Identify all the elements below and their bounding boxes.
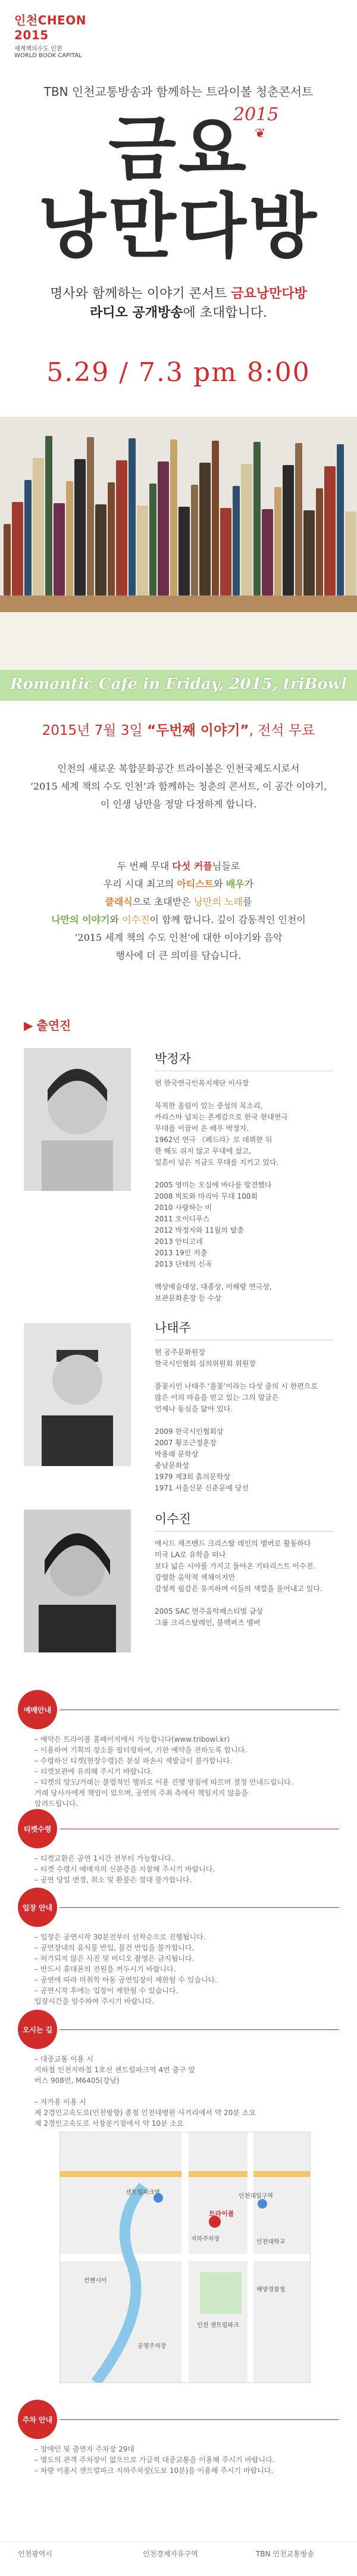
map-label: 해양경찰청 xyxy=(256,2287,286,2293)
book-spine xyxy=(220,508,231,595)
intro-part: 두 번째 무대 xyxy=(117,860,173,872)
performer-bio: 애시드 재즈밴드 크리스탈 레인의 멤버로 활동하다 미국 LA로 유학을 떠나 보다 넓은 시야를 가지고 돌아온 기타리스트 이수진. 강렬한 음악적 색채이지만 감성적 필감은 유지하며 이들의 색깔을 물어내고 있다. 2005 SAC 연주음악페스티벌 금상 그룹 크리스탈레인, 블랙퍼즈 멤버 xyxy=(155,1539,322,1627)
book-spine xyxy=(108,482,115,595)
info-section-directions xyxy=(18,2010,339,2129)
intro-part: 와 xyxy=(109,914,123,925)
footer-logo: TBN 인천교통방송 xyxy=(256,2550,314,2558)
book-spine xyxy=(116,460,127,595)
intro-highlight: 이수진 xyxy=(122,914,150,925)
tagline xyxy=(0,285,357,323)
book-spine xyxy=(149,484,156,595)
tagline-highlight-2: 라디오 공개방송 xyxy=(90,305,183,320)
book-spine xyxy=(191,485,198,595)
title-year: 2015 xyxy=(233,104,279,125)
map-label: 센트럴파크역 xyxy=(126,2190,160,2196)
portrait-icon xyxy=(24,1048,131,1191)
book-spine xyxy=(283,465,294,595)
books-image xyxy=(0,417,357,670)
map-label: 컨벤시아 xyxy=(84,2278,107,2284)
arrow-icon: ▶ xyxy=(24,1018,33,1033)
book-spine xyxy=(45,436,52,595)
info-text: – 예약은 트라이볼 홈페이지에서 가능합니다(www.tribowl.kr) – 이용하여 기획의 장소를 필터링하여, 기한 예약을 전하도록 합니다. – 수령하신 티켓(현장수령)은 분실 파손시 재발급이 불가합니다. – 티켓보관에 유의해 주시기 바랍니다. – 티켓의 양도/거래는 불법적인 행위로 이용 진행 방침에 따르며 결정 안내드립니다. 거래 당사자에게 책임이 있으며, 공연의 주최 측에서 책임지지 않음을 알려드립니다. xyxy=(35,1735,293,1808)
intro-highlight: 클래식 xyxy=(105,896,133,907)
book-spine xyxy=(66,481,73,595)
intro-paragraph-2 xyxy=(0,857,357,965)
tagline-part: 명사와 함께하는 이야기 콘서트 xyxy=(50,286,231,301)
info-text: – 티켓교환은 공연 1시간 전부터 가능합니다. – 티켓 수령시 예매자의 신분증을 지참해 주시기 바랍니다. – 공연 당일 변경, 취소 및 환불은 절대 불가합니다. xyxy=(35,1854,215,1884)
info-text: – 대중교통 이용 시 지하철 인천지하철 1호선 센트럴파크역 4번 출구 앞 버스 908번, M6405(강남) – 자가용 이용 시 제 2경인고속도로(인천방향) 종점 인천대병원 사거리에서 약 20분 소요 제 2경인고속도로 서창분기점에서 약 10분 소요 xyxy=(35,2055,256,2128)
event-free: , 전석 무료 xyxy=(249,723,315,738)
book-spine xyxy=(129,438,136,595)
book-spine xyxy=(54,503,65,595)
info-badge: 예매안내 xyxy=(18,1690,57,1729)
info-text: – 장애인 및 출연자 주차장 29대 – 별도의 관객 주차장이 없으므로 가급적 대중교통을 이용해 주시기 바랍니다. – 차량 이용시 센트럴파크 지하주차장(도보 10분)을 이용해 주시기 바랍니다. xyxy=(35,2445,275,2475)
book-spine xyxy=(87,437,94,595)
book-spine xyxy=(12,502,23,595)
page-title xyxy=(0,107,357,267)
map-icon xyxy=(60,2132,310,2382)
book-spine xyxy=(199,463,211,595)
world-book-capital-logo xyxy=(14,11,104,59)
intro-highlight: 나만의 이야기 xyxy=(51,914,110,925)
banner-text: Romantic Cafe in Friday, 2015, triBowl xyxy=(10,675,347,693)
intro-part: 가 xyxy=(244,878,254,890)
intro-part: 님들로 우리 시대 최고의 xyxy=(103,860,240,890)
info-badge: 티켓수령 xyxy=(18,1809,57,1848)
intro-part: 이 함께 합니다. 깊이 감동적인 인천이 ‘2015 세계 책의 수도 인천’에 대한 이야기와 음악 행사에 더 큰 의미를 담습니다. xyxy=(74,914,306,961)
footer-logo: 인천광역시 xyxy=(18,2550,52,2558)
info-section-entrance xyxy=(18,1888,339,2013)
event-episode: “두번째 이야기” xyxy=(147,723,249,738)
book-spine xyxy=(137,506,148,595)
datetime-3: pm 8:00 xyxy=(193,357,311,388)
intro-part: 를 xyxy=(243,896,252,907)
header-subtitle: TBN 인천교통방송과 함께하는 트라이볼 청춘콘서트 xyxy=(43,85,314,99)
intro-part: 와 xyxy=(214,878,226,890)
event-datetime xyxy=(0,357,357,388)
divider xyxy=(60,2029,339,2030)
performer-photo xyxy=(24,1510,131,1652)
datetime-1: 5.29 xyxy=(46,357,110,388)
performers-title-text: 출연진 xyxy=(36,1018,71,1033)
shelf xyxy=(0,595,357,613)
tagline-part-2: 에 초대합니다. xyxy=(183,305,267,320)
info-badge: 오시는 길 xyxy=(18,2010,57,2049)
book-spine xyxy=(33,458,44,595)
info-section-ticket xyxy=(18,1809,339,1898)
title-line-1: 금요 xyxy=(108,107,249,190)
intro-part: 으로 초대받은 xyxy=(132,896,194,907)
event-date: 2015년 7월 3일 xyxy=(42,723,143,738)
divider xyxy=(155,1531,333,1532)
book-spine xyxy=(170,439,177,595)
performer-photo xyxy=(24,1323,131,1466)
map-label: 트라이볼 xyxy=(209,2210,234,2218)
title-line-2: 낭만다방 xyxy=(38,185,319,267)
divider xyxy=(60,1907,339,1908)
book-spine xyxy=(345,512,356,595)
info-section-booking xyxy=(18,1690,339,1809)
title-block xyxy=(0,107,357,267)
intro-highlight: 다섯 커플 xyxy=(172,860,212,872)
map-label: 공영주차장 xyxy=(137,2343,167,2350)
book-spine xyxy=(95,504,107,595)
performer-name: 박정자 xyxy=(155,1052,191,1066)
book-spine xyxy=(24,480,32,595)
divider xyxy=(60,2419,339,2420)
book-spine xyxy=(295,443,302,595)
info-badge: 입장 안내 xyxy=(18,1888,57,1927)
info-section-parking xyxy=(18,2400,339,2495)
tagline-highlight: 금요낭만다방 xyxy=(231,286,307,301)
book-spine xyxy=(337,444,344,595)
leaf-ornament-icon: ❦ xyxy=(255,126,266,141)
datetime-sep: / xyxy=(119,357,139,388)
info-badge: 주차 안내 xyxy=(18,2400,57,2439)
logo-main-text: 인천CHEON 2015 xyxy=(14,13,86,42)
event-dateline xyxy=(0,719,357,739)
book-spine xyxy=(303,510,315,595)
book-spine xyxy=(158,461,169,595)
book-spine xyxy=(274,487,281,595)
book-spine xyxy=(74,459,86,595)
map-label: 인천 센트럴파크 xyxy=(197,2322,239,2329)
book-spine xyxy=(233,486,240,595)
book-spine xyxy=(212,441,219,595)
logo-sub-text-en: WORLD BOOK CAPITAL xyxy=(14,52,82,59)
portrait-icon xyxy=(24,1510,131,1652)
book-spine xyxy=(4,524,11,595)
map-label: 지하주차장 xyxy=(191,2236,220,2243)
book-spine xyxy=(324,466,336,595)
datetime-2: 7.3 xyxy=(139,357,184,388)
info-text: – 입장은 공연시작 30분전부터 선착순으로 진행됩니다. – 공연장내의 음식물 반입, 물건 반입을 불가합니다. – 허가되지 않은 사진 및 비디오 촬영은 금지됩니다. – 반드시 휴대폰의 전원을 꺼두시기 바랍니다. – 공연에 따라 미취학 아동 공연입장이 제한될 수 있습니다. – 공연시작 후에는 입장이 제한될 수 있습니다. 입장시간을 엄수하여 주시기 바랍니다. xyxy=(35,1933,217,2006)
performer-bio: 현 한국연극인복지재단 이사장 묵직한 울림이 있는 중성의 목소리, 카리스마 넘치는 존재감으로 한국 현대연극 무대를 이끌어 온 배우 박정자. 1962년 연극 《페드라》로 데뷔한 뒤 한 해도 쉬지 않고 무대에 섰고, 일흔이 넘은 지금도 무대를 지키고 있다. 2005 영미는 오십에 바다를 발견했다 2008 빅토와 마리아 무대 100회 2010 사랑하는 비 2011 오이디푸스 2012 박정자와 11월의 탈춤 2013 안티고네 2013 19인 저출 2013 단테의 신곡 백상예술대상, 대종상, 이해랑 연극상, 보관문화훈장 등 수상 xyxy=(155,1079,288,1302)
logo-sub-text: 세계책의수도 인천 xyxy=(14,46,62,52)
intro-highlight: 배우 xyxy=(226,878,245,890)
book-spine xyxy=(178,507,190,595)
book-spine xyxy=(262,509,273,595)
book-spine xyxy=(253,442,261,595)
intro-text-1: 인천의 새로운 복합문화공간 트라이볼은 인천국제도시로서 ‘2015 세계 책의 수도 인천’과 함께하는 청춘의 콘서트, 이 공간 이야기, 이 인생 낭만을 정말 다정하게 합니다. xyxy=(30,763,327,810)
performers-section-title xyxy=(24,1016,71,1033)
intro-highlight: 아티스트 xyxy=(177,878,214,890)
performer-photo xyxy=(24,1048,131,1191)
map-label: 인천대학교 xyxy=(256,2239,286,2246)
shelf-base xyxy=(0,612,357,670)
performer-bio: 현 공주문화원장 한국시인협회 심의위원회 위원장 풀꽃시인 나태주 ‘풀꽃’이라는 다섯 줄의 시 한편으로 많은 이의 마음을 얻고 있는 그의 말글은 언제나 동심을 닮아 있다. 2009 한국시인협회상 2007 황조근정훈장 박용래 문학상 충남문화상 1979 제3회 흙의문학상 1971 서울신문 신춘문예 당선 xyxy=(155,1348,318,1492)
intro-paragraph-1 xyxy=(0,760,357,813)
book-spine xyxy=(241,464,252,595)
map-label: 인천대입구역 xyxy=(239,2193,273,2200)
footer-logo: 인천경제자유구역 xyxy=(143,2550,198,2558)
performer-name: 이수진 xyxy=(155,1512,191,1526)
portrait-icon xyxy=(24,1323,131,1466)
intro-highlight: 낭만의 노래 xyxy=(193,896,243,907)
book-spine xyxy=(316,488,323,595)
location-map xyxy=(60,2132,311,2383)
performer-name: 나태주 xyxy=(155,1321,191,1335)
